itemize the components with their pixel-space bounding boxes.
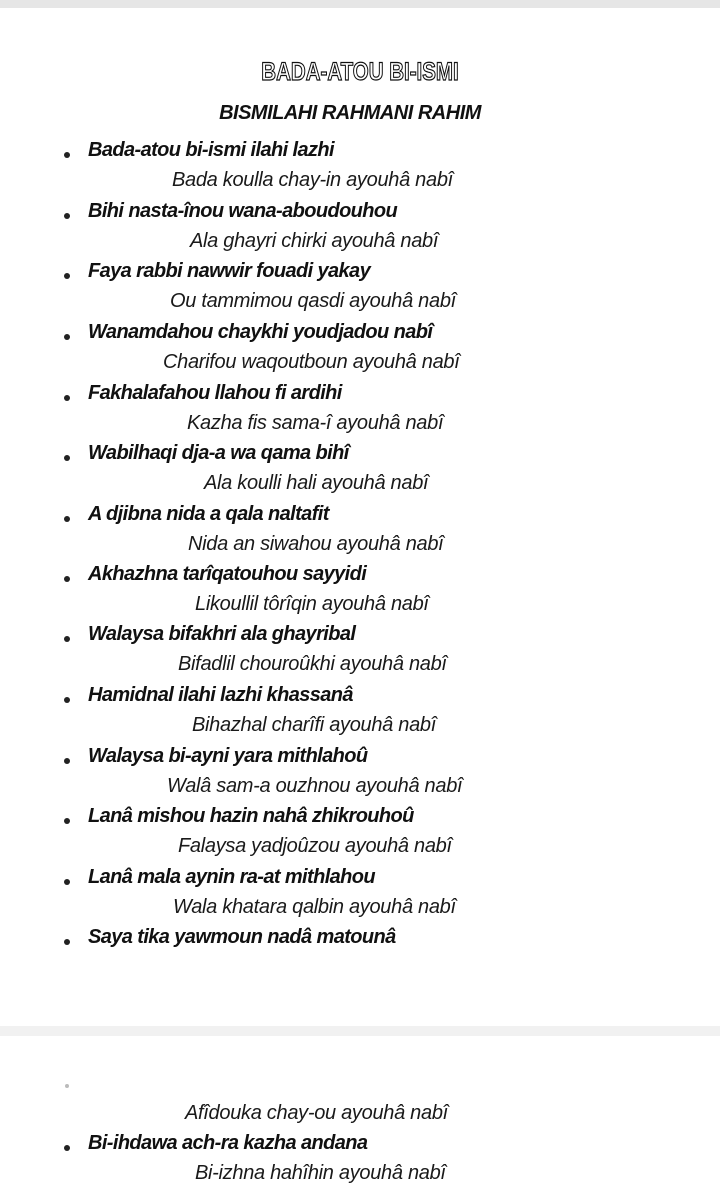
verse-line: Wabilhaqi dja-a wa qama bihî (88, 442, 349, 464)
bullet-icon (64, 758, 70, 764)
verse-line: Bada-atou bi-ismi ilahi lazhi (88, 139, 334, 161)
verse-line: Saya tika yawmoun nadâ matounâ (88, 926, 396, 948)
verse-line: Walaysa bifakhri ala ghayribal (88, 623, 356, 645)
refrain-line: Charifou waqoutboun ayouhâ nabî (163, 351, 460, 373)
refrain-line: Falaysa yadjoûzou ayouhâ nabî (178, 835, 452, 857)
verse-line: Hamidnal ilahi lazhi khassanâ (88, 684, 353, 706)
refrain-line: Likoullil tôrîqin ayouhâ nabî (195, 593, 429, 615)
refrain-line: Ou tammimou qasdi ayouhâ nabî (170, 290, 456, 312)
bullet-icon (64, 879, 70, 885)
refrain-line: Wala khatara qalbin ayouhâ nabî (173, 896, 456, 918)
verse-line: Walaysa bi-ayni yara mithlahoû (88, 745, 368, 767)
verse-line: Akhazhna tarîqatouhou sayyidi (88, 563, 367, 585)
verse-line: Fakhalafahou llahou fi ardihi (88, 382, 342, 404)
bullet-icon (64, 334, 70, 340)
document-page-2 (0, 1036, 720, 1186)
refrain-line: Nida an siwahou ayouhâ nabî (188, 533, 444, 555)
verse-line: Bi-ihdawa ach-ra kazha andana (88, 1132, 368, 1154)
poem-title: BADA-ATOU BI-ISMI (261, 58, 459, 86)
verse-line: Bihi nasta-înou wana-aboudouhou (88, 200, 398, 222)
document-page-1 (0, 8, 720, 1026)
verse-line: Faya rabbi nawwir fouadi yakay (88, 260, 371, 282)
verse-line: Lanâ mala aynin ra-at mithlahou (88, 866, 376, 888)
bullet-icon (64, 576, 70, 582)
refrain-line: Afîdouka chay-ou ayouhâ nabî (185, 1102, 448, 1124)
refrain-line: Kazha fis sama-î ayouhâ nabî (187, 412, 444, 434)
bullet-icon (64, 818, 70, 824)
verse-line: Wanamdahou chaykhi youdjadou nabî (88, 321, 433, 343)
refrain-line: Bi-izhna hahîhin ayouhâ nabî (195, 1162, 446, 1184)
bullet-icon (64, 152, 70, 158)
bullet-icon (64, 273, 70, 279)
bullet-icon (64, 697, 70, 703)
refrain-line: Ala koulli hali ayouhâ nabî (204, 472, 429, 494)
bullet-icon (65, 1084, 69, 1088)
refrain-line: Walâ sam-a ouzhnou ayouhâ nabî (167, 775, 463, 797)
bullet-icon (64, 939, 70, 945)
refrain-line: Ala ghayri chirki ayouhâ nabî (190, 230, 439, 252)
verse-line: Lanâ mishou hazin nahâ zhikrouhoû (88, 805, 414, 827)
bullet-icon (64, 516, 70, 522)
bullet-icon (64, 213, 70, 219)
top-divider (0, 0, 720, 8)
refrain-line: Bihazhal charîfi ayouhâ nabî (192, 714, 436, 736)
refrain-line: Bifadlil chouroûkhi ayouhâ nabî (178, 653, 447, 675)
bullet-icon (64, 636, 70, 642)
poem-subtitle: BISMILAHI RAHMANI RAHIM (219, 102, 481, 124)
bullet-icon (64, 395, 70, 401)
refrain-line: Bada koulla chay-in ayouhâ nabî (172, 169, 453, 191)
bullet-icon (64, 1145, 70, 1151)
verse-line: A djibna nida a qala naltafit (88, 503, 329, 525)
bullet-icon (64, 455, 70, 461)
